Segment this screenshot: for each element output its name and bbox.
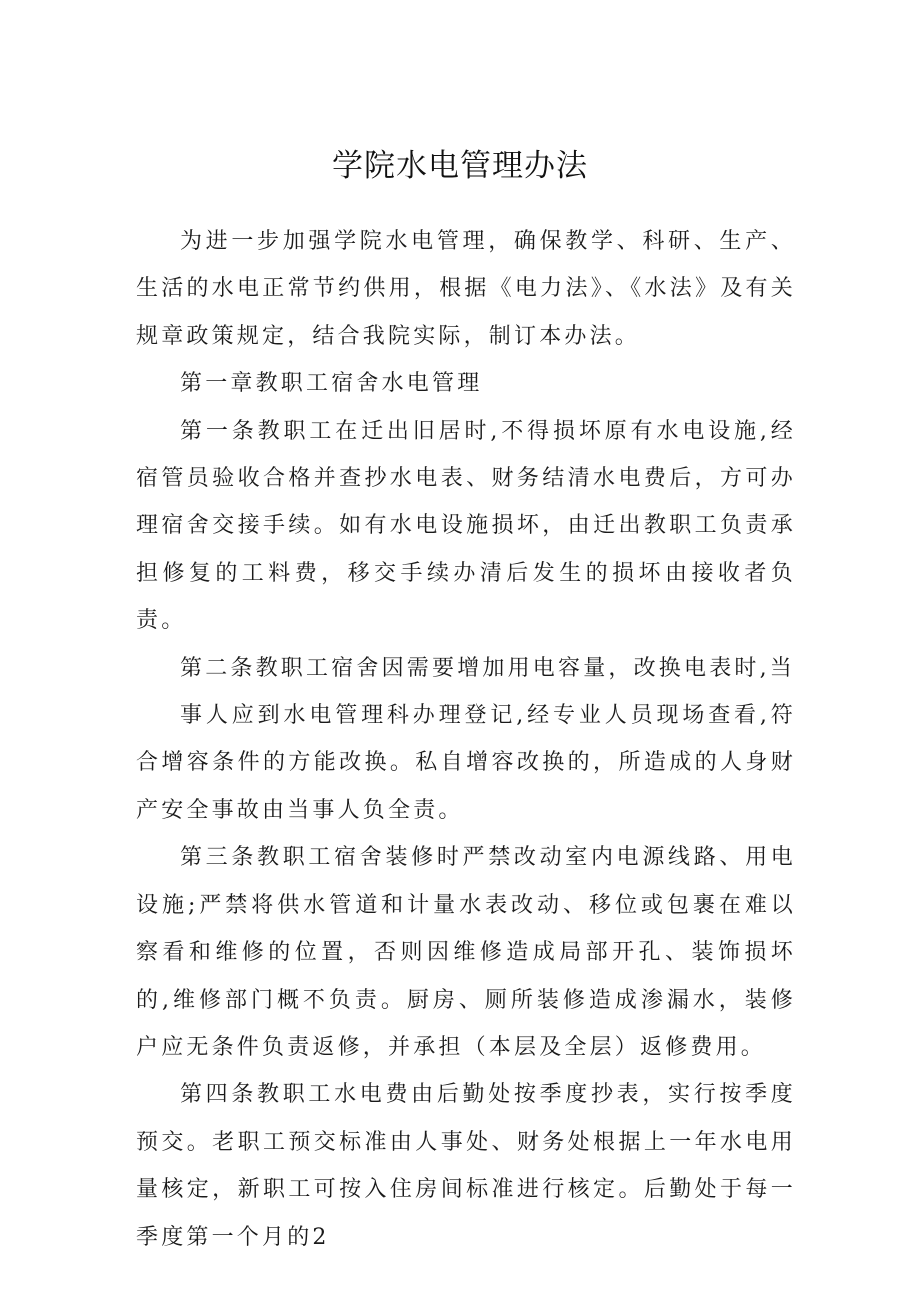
document-body [136, 218, 796, 1261]
article-1-paragraph: 第一条教职工在迁出旧居时,不得损坏原有水电设施,经宿管员验收合格并查抄水电表、财务结清水电费后，方可办理宿舍交接手续。如有水电设施损坏，由迁出教职工负责承担修复的工料费，移交手续办清后发生的损坏由接收者负责。 [136, 418, 796, 634]
chapter-heading: 第一章教职工宿舍水电管理 [180, 371, 483, 397]
article-2-paragraph: 第二条教职工宿舍因需要增加用电容量，改换电表时,当 [180, 655, 795, 681]
article-2-continuation-paragraph: 事人应到水电管理科办理登记,经专业人员现场查看,符合增容条件的方能改换。私自增容改换的，所造成的人身财产安全事故由当事人负全责。 [136, 703, 796, 823]
article-3-paragraph: 第三条教职工宿舍装修时严禁改动室内电源线路、用电设施;严禁将供水管道和计量水表改动、移位或包裹在难以察看和维修的位置，否则因维修造成局部开孔、装饰损坏的,维修部门概不负责。厨房、厕所装修造成渗漏水，装修户应无条件负责返修，并承担（本层及全层）返修费用。 [136, 845, 796, 1060]
article-4-paragraph: 第四条教职工水电费由后勤处按季度抄表，实行按季度预交。老职工预交标准由人事处、财务处根据上一年水电用量核定，新职工可按入住房间标准进行核定。后勤处于每一季度第一个月的2 [136, 1082, 796, 1250]
document-title: 学院水电管理办法 [332, 148, 588, 184]
intro-paragraph: 为进一步加强学院水电管理，确保教学、科研、生产、生活的水电正常节约供用，根据《电力法》、《水法》及有关规章政策规定，结合我院实际，制订本办法。 [136, 229, 796, 349]
